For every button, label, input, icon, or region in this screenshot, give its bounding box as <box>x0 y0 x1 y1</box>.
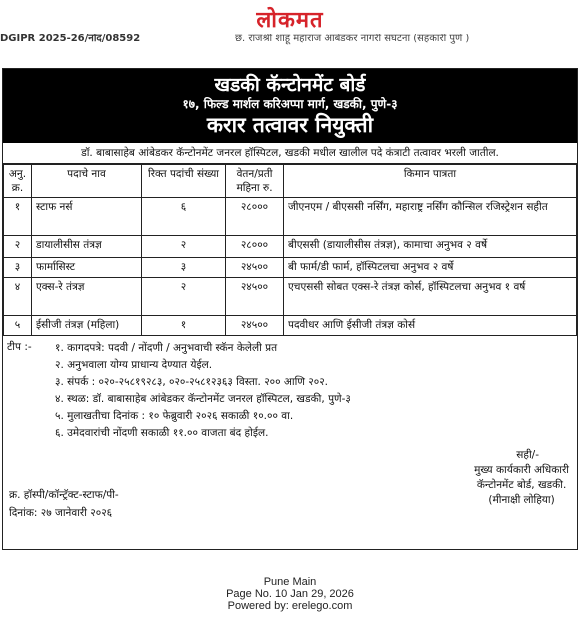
cell-serial: २ <box>4 236 32 258</box>
reference-block <box>9 486 119 522</box>
cell-vacancies: २ <box>142 278 226 316</box>
table-row <box>4 316 577 336</box>
cell-salary: २८००० <box>226 236 284 258</box>
note-item: १. कागदपत्रे: पदवी / नोंदणी / अनुभवाची स्कॅन केलेली प्रत <box>55 342 278 354</box>
header-salary: वेतन/प्रती महिना रु. <box>226 165 284 198</box>
previous-ad-strip <box>0 34 580 52</box>
cell-post-name: फार्मासिस्ट <box>32 258 142 278</box>
footer-page: Page No. 10 Jan 29, 2026 <box>226 588 354 600</box>
signatory-designation: मुख्य कार्यकारी अधिकारी <box>474 464 569 476</box>
cell-salary: २८००० <box>226 198 284 236</box>
note-item: ३. संपर्क : ०२०-२५८१९२८३, ०२०-२५८१२३६३ विस्ता. २०० आणि २०२. <box>55 376 329 388</box>
cell-qualification: पदवीधर आणि ईसीजी तंत्रज्ञ कोर्स <box>284 316 577 336</box>
table-header-row <box>4 165 577 198</box>
notes-label: टीप :- <box>7 341 32 353</box>
table-row <box>4 236 577 258</box>
header-post-name: पदाचे नाव <box>32 165 142 198</box>
page-footer <box>0 576 580 612</box>
cell-salary: २४५०० <box>226 278 284 316</box>
signature-mark: सही/- <box>516 449 539 461</box>
cell-serial: ४ <box>4 278 32 316</box>
cell-vacancies: ३ <box>142 258 226 278</box>
notes-list <box>9 340 571 442</box>
signatory-office: कॅन्टोनमेंट बोर्ड, खडकी. <box>476 479 567 491</box>
header-vacancies: रिक्त पदांची संख्या <box>142 165 226 198</box>
cell-serial: ३ <box>4 258 32 278</box>
ad-heading: करार तत्वावर नियुक्ती <box>206 113 374 137</box>
posts-table <box>3 164 577 336</box>
notes-section <box>3 336 577 519</box>
cell-serial: १ <box>4 198 32 236</box>
cell-salary: २४५०० <box>226 316 284 336</box>
cell-qualification: बी फार्म/डी फार्म, हॉस्पिटलचा अनुभव २ वर्षे <box>284 258 577 278</box>
table-row <box>4 258 577 278</box>
cell-vacancies: १ <box>142 316 226 336</box>
cell-post-name: डायालीसीस तंत्रज्ञ <box>32 236 142 258</box>
note-item: २. अनुभवाला योग्य प्राधान्य देण्यात येईल. <box>55 359 213 371</box>
recruitment-advertisement <box>2 68 578 550</box>
table-row <box>4 198 577 236</box>
cell-qualification: एचएससी सोबत एक्स-रे तंत्रज्ञ कोर्स, हॉस्पिटलचा अनुभव १ वर्ष <box>284 278 577 316</box>
footer-edition: Pune Main <box>263 576 317 588</box>
header-serial: अनु. क्र. <box>4 165 32 198</box>
signature-block <box>474 448 569 508</box>
note-item: ४. स्थळ: डॉ. बाबासाहेब आंबेडकर कॅन्टोनमेंट जनरल हॉस्पिटल, खडकी, पुणे-३ <box>55 393 351 405</box>
cell-vacancies: ६ <box>142 198 226 236</box>
newspaper-logo: लोकमत <box>256 7 324 33</box>
previous-ad-right-text: छ. राजश्री शाहू महाराज आंबेडकर नागरी संघटना (सहकारी पुणे ) <box>235 34 470 44</box>
cell-qualification: जीएनएम / बीएससी नर्सिंग, महाराष्ट्र नर्सिंग कौन्सिल रजिस्ट्रेशन सहीत <box>284 198 577 236</box>
reference-number: क्र. हॉस्पी/कॉन्ट्रॅक्ट-स्टाफ/पी- <box>9 489 119 501</box>
signatory-name: (मीनाक्षी लोहिया) <box>488 494 555 506</box>
ad-banner <box>3 69 577 143</box>
note-item: ६. उमेदवारांची नोंदणी सकाळी ११.०० वाजता बंद होईल. <box>55 427 269 439</box>
cell-vacancies: २ <box>142 236 226 258</box>
footer-powered: Powered by: erelego.com <box>227 600 353 612</box>
ad-intro: डॉ. बाबासाहेब आंबेडकर कॅन्टोनमेंट जनरल हॉस्पिटल, खडकी मधील खालील पदे कंत्राटी तत्वावर भरली जातील. <box>3 143 577 164</box>
organization-address: १७, फिल्ड मार्शल करिअप्पा मार्ग, खडकी, पुणे-३ <box>182 97 398 111</box>
note-item: ५. मुलाखतीचा दिनांक : १० फेब्रुवारी २०२६ सकाळी १०.०० वा. <box>55 410 294 422</box>
cell-qualification: बीएससी (डायालीसीस तंत्रज्ञ), कामाचा अनुभव २ वर्षे <box>284 236 577 258</box>
reference-date: दिनांक: २७ जानेवारी २०२६ <box>9 507 113 519</box>
cell-post-name: स्टाफ नर्स <box>32 198 142 236</box>
cell-salary: २४५०० <box>226 258 284 278</box>
cell-serial: ५ <box>4 316 32 336</box>
previous-ad-left-text: DGIPR 2025-26/नोंद/08592 <box>0 34 141 44</box>
cell-post-name: एक्स-रे तंत्रज्ञ <box>32 278 142 316</box>
table-row <box>4 278 577 316</box>
cell-post-name: ईसीजी तंत्रज्ञ (महिला) <box>32 316 142 336</box>
header-qualification: किमान पात्रता <box>284 165 577 198</box>
organization-title: खडकी कॅन्टोनमेंट बोर्ड <box>214 74 366 96</box>
newspaper-masthead <box>0 0 580 34</box>
